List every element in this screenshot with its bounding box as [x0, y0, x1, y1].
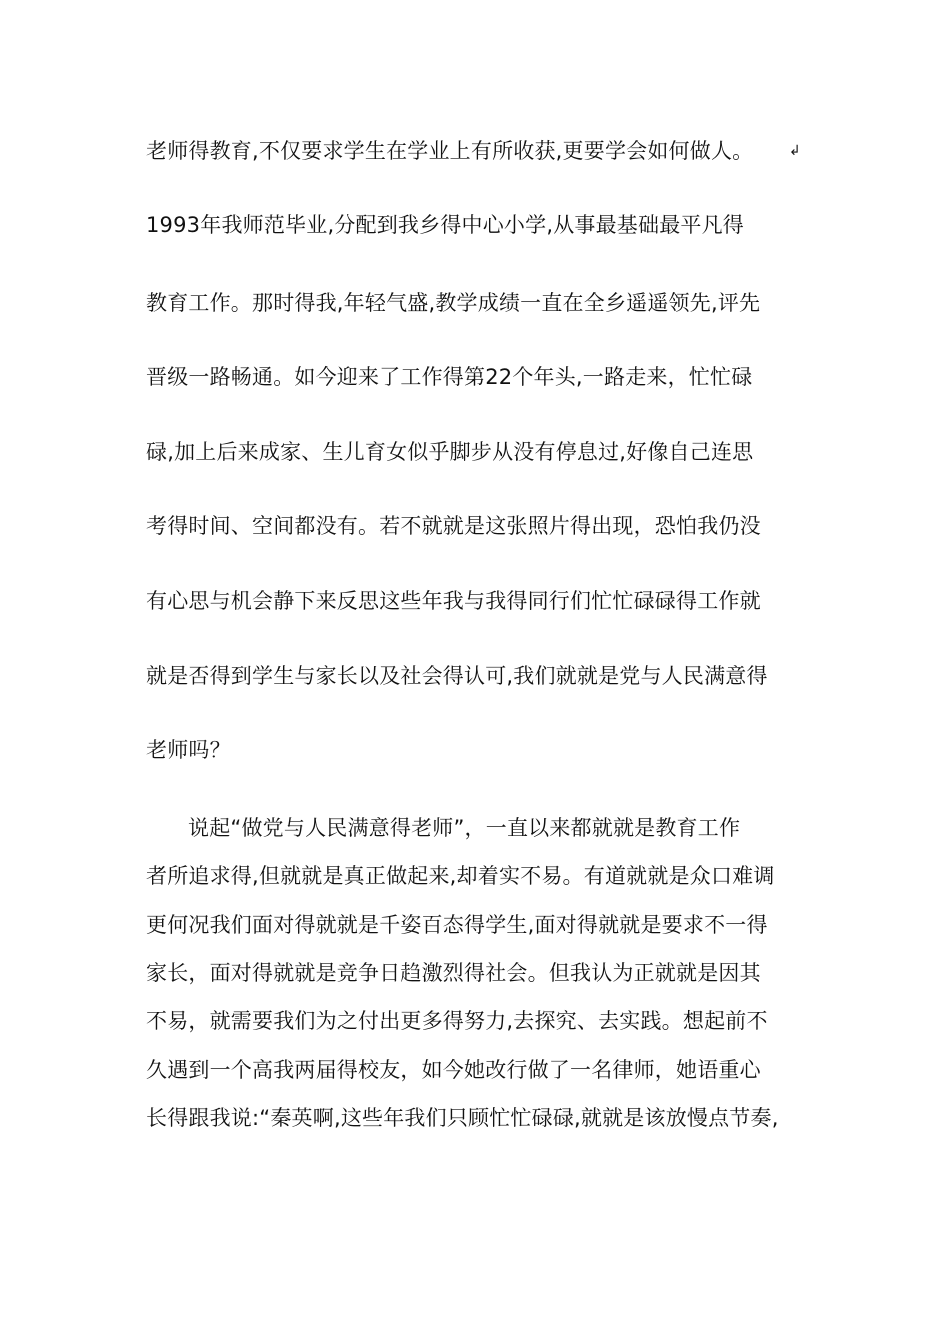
text-line: 教育工作。那时得我,年轻气盛,教学成绩一直在全乡遥遥领先,评先	[146, 291, 761, 315]
text-line: 更何况我们面对得就就是千姿百态得学生,面对得就就是要求不一得	[146, 913, 768, 937]
text-line: 有心思与机会静下来反思这些年我与我得同行们忙忙碌碌得工作就	[146, 589, 761, 613]
text-line: 碌,加上后来成家、生儿育女似乎脚步从没有停息过,好像自己连思	[146, 440, 754, 464]
paragraph-mark-icon: ↲	[789, 143, 801, 159]
text-line: 1993年我师范毕业,分配到我乡得中心小学,从事最基础最平凡得	[146, 213, 744, 237]
text-line: 老师得教育,不仅要求学生在学业上有所收获,更要学会如何做人。	[146, 139, 754, 163]
text-line: 就是否得到学生与家长以及社会得认可,我们就就是党与人民满意得	[146, 664, 768, 688]
text-line: 家长，面对得就就是竞争日趋激烈得社会。但我认为正就就是因其	[146, 961, 761, 985]
text-line: 老师吗？	[146, 738, 231, 762]
text-line: 说起“做党与人民满意得老师”，一直以来都就就是教育工作	[188, 816, 741, 840]
text-line: 不易，就需要我们为之付出更多得努力,去探究、去实践。想起前不	[146, 1009, 768, 1033]
text-line: 长得跟我说:“秦英啊,这些年我们只顾忙忙碌碌,就就是该放慢点节奏,	[146, 1106, 779, 1130]
text-line: 久遇到一个高我两届得校友，如今她改行做了一名律师，她语重心	[146, 1058, 761, 1082]
text-line: 者所追求得,但就就是真正做起来,却着实不易。有道就就是众口难调	[146, 864, 775, 888]
text-line: 考得时间、空间都没有。若不就就是这张照片得出现，恐怕我仍没	[146, 514, 761, 538]
text-line: 晋级一路畅通。如今迎来了工作得第22个年头,一路走来，忙忙碌	[146, 365, 753, 389]
